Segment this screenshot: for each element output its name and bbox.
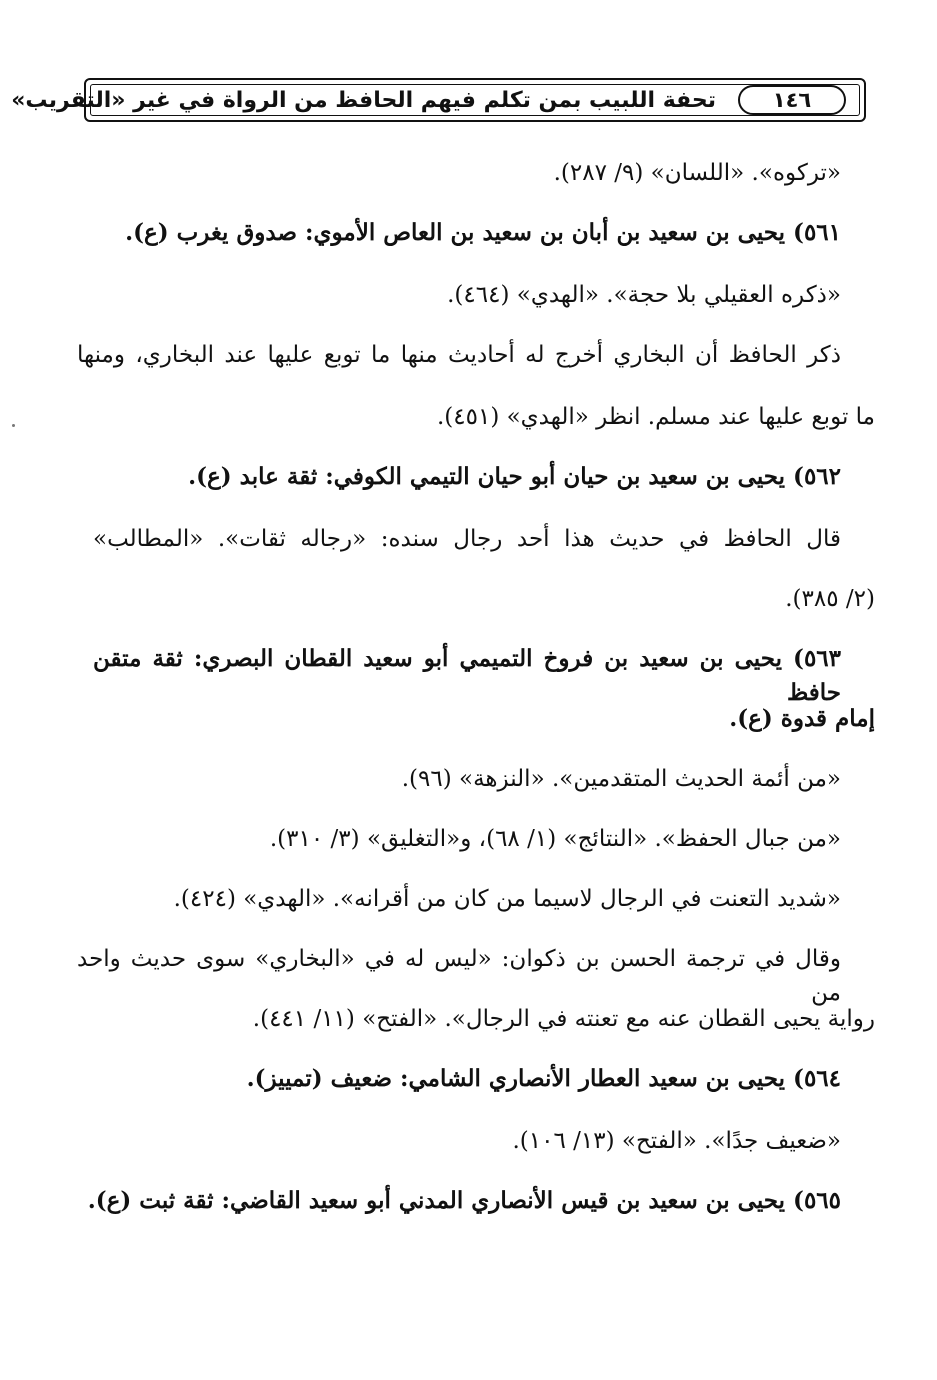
entry-563-heading: ٥٦٣) يحيى بن سعيد بن فروخ التميمي أبو سعيد القطان البصري: ثقة متقن حافظ bbox=[93, 645, 841, 706]
text-line-17: «ضعيف جدًا». «الفتح» (١٣/ ١٠٦). bbox=[512, 1128, 841, 1154]
header-title: تحفة اللبيب بمن تكلم فيهم الحافظ من الرواة في غير «التقريب» bbox=[11, 88, 716, 113]
entry-564-heading: ٥٦٤) يحيى بن سعيد العطار الأنصاري الشامي: ضعيف (تمييز). bbox=[246, 1065, 841, 1092]
text-line-10: إمام قدوة (ع). bbox=[729, 705, 875, 732]
entry-565-heading: ٥٦٥) يحيى بن سعيد بن قيس الأنصاري المدني أبو سعيد القاضي: ثقة ثبت (ع). bbox=[87, 1187, 841, 1214]
text-line-7: قال الحافظ في حديث هذا أحد رجال سنده: «رجاله ثقات». «المطالب» bbox=[93, 526, 841, 552]
text-line-11: «من أئمة الحديث المتقدمين». «النزهة» (٩٦). bbox=[401, 766, 841, 792]
running-header bbox=[11, 78, 866, 122]
text-line-1: «تركوه». «اللسان» (٩/ ٢٨٧). bbox=[553, 160, 841, 186]
text-line-5: ما توبع عليها عند مسلم. انظر «الهدي» (٤٥١). bbox=[436, 404, 875, 430]
entry-562-heading: ٥٦٢) يحيى بن سعيد بن حيان أبو حيان التيمي الكوفي: ثقة عابد (ع). bbox=[188, 463, 841, 490]
text-line-12: «من جبال الحفظ». «النتائج» (١/ ٦٨)، و«التغليق» (٣/ ٣١٠). bbox=[269, 826, 841, 852]
entry-561-heading: ٥٦١) يحيى بن سعيد بن أبان بن سعيد بن العاص الأموي: صدوق يغرب (ع). bbox=[125, 219, 841, 246]
scan-speck bbox=[12, 424, 15, 427]
text-line-4: ذكر الحافظ أن البخاري أخرج له أحاديث منها ما توبع عليها عند البخاري، ومنها bbox=[77, 342, 841, 368]
text-line-13: «شديد التعنت في الرجال لاسيما من كان من أقرانه». «الهدي» (٤٢٤). bbox=[173, 886, 841, 912]
text-line-8: (٢/ ٣٨٥). bbox=[785, 586, 875, 612]
text-line-3: «ذكره العقيلي بلا حجة». «الهدي» (٤٦٤). bbox=[447, 282, 841, 308]
text-line-15: رواية يحيى القطان عنه مع تعنته في الرجال». «الفتح» (١١/ ٤٤١). bbox=[252, 1006, 875, 1032]
page-number: ١٤٦ bbox=[738, 85, 846, 115]
text-line-14: وقال في ترجمة الحسن بن ذكوان: «ليس له في «البخاري» سوى حديث واحد من bbox=[77, 946, 841, 1006]
